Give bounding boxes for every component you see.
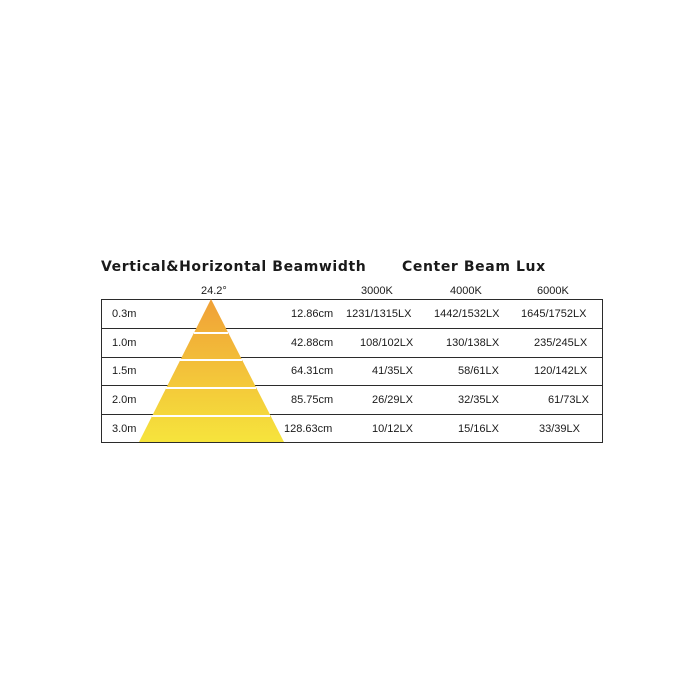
lux-4000k-cell: 58/61LX	[458, 365, 499, 377]
beam-triangle	[139, 299, 284, 442]
column-header-6000k: 6000K	[537, 285, 569, 297]
beamwidth-heading: Vertical&Horizontal Beamwidth	[101, 259, 367, 275]
lux-4000k-cell: 32/35LX	[458, 394, 499, 406]
beam-angle-label: 24.2°	[201, 285, 227, 297]
column-header-3000k: 3000K	[361, 285, 393, 297]
lux-6000k-cell: 235/245LX	[534, 337, 588, 349]
lux-4000k-cell: 1442/1532LX	[434, 308, 500, 320]
distance-cell: 3.0m	[112, 423, 137, 435]
lux-6000k-cell: 33/39LX	[539, 423, 580, 435]
lux-3000k-cell: 108/102LX	[360, 337, 414, 349]
lux-4000k-cell: 15/16LX	[458, 423, 499, 435]
beam-data-table	[101, 299, 603, 443]
lux-3000k-cell: 41/35LX	[372, 365, 413, 377]
diameter-cell: 12.86cm	[291, 308, 334, 320]
distance-cell: 1.5m	[112, 365, 137, 377]
lux-3000k-cell: 26/29LX	[372, 394, 413, 406]
diameter-cell: 128.63cm	[284, 423, 333, 435]
column-header-4000k: 4000K	[450, 285, 482, 297]
center-beam-lux-heading: Center Beam Lux	[402, 259, 546, 275]
lux-6000k-cell: 120/142LX	[534, 365, 588, 377]
diameter-cell: 85.75cm	[291, 394, 334, 406]
lux-6000k-cell: 1645/1752LX	[521, 308, 587, 320]
lux-3000k-cell: 1231/1315LX	[346, 308, 412, 320]
distance-cell: 1.0m	[112, 337, 137, 349]
distance-cell: 0.3m	[112, 308, 137, 320]
lux-6000k-cell: 61/73LX	[548, 394, 589, 406]
diameter-cell: 64.31cm	[291, 365, 334, 377]
lux-4000k-cell: 130/138LX	[446, 337, 500, 349]
lux-3000k-cell: 10/12LX	[372, 423, 413, 435]
diameter-cell: 42.88cm	[291, 337, 334, 349]
distance-cell: 2.0m	[112, 394, 137, 406]
